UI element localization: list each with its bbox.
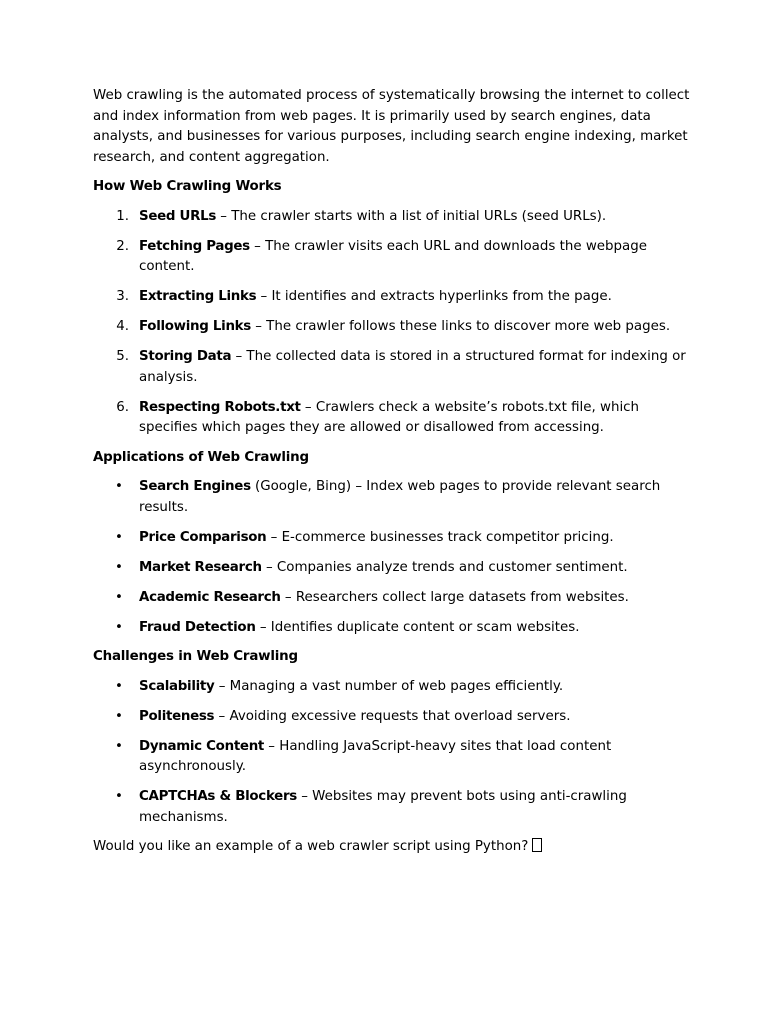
- item-term: Storing Data: [139, 349, 232, 364]
- list-item: [93, 677, 693, 698]
- applications-list: [93, 477, 693, 638]
- item-term: Following Links: [139, 319, 251, 334]
- item-term: Extracting Links: [139, 289, 257, 304]
- missing-glyph-box-icon: [532, 838, 542, 852]
- bullet-icon: •: [115, 559, 123, 575]
- challenges-list: [93, 677, 693, 829]
- item-desc: – The crawler follows these links to discover more web pages.: [250, 319, 671, 334]
- list-number: 6.: [116, 399, 129, 415]
- item-term: Scalability: [139, 678, 215, 694]
- bullet-icon: •: [115, 789, 123, 804]
- bullet-icon: •: [115, 619, 123, 635]
- list-item: [93, 317, 693, 338]
- item-term: Academic Research: [139, 589, 281, 605]
- bullet-icon: •: [115, 479, 123, 494]
- list-item: [93, 398, 693, 439]
- closing-text: Would you like an example of a web crawler script using Python?: [93, 839, 529, 854]
- item-term: Price Comparison: [139, 529, 267, 545]
- item-term: Seed URLs: [139, 208, 217, 224]
- item-term: Politeness: [139, 708, 215, 724]
- list-number: 5.: [116, 349, 129, 364]
- intro-paragraph: Web crawling is the automated process of systematically browsing the internet to collect and index information from web pages. It is primarily used by search engines, data analysts, and businesses for various purposes, including search engine indexing, market research, and content aggregation.: [93, 88, 690, 165]
- list-number: 1.: [116, 208, 129, 224]
- item-term: Fetching Pages: [139, 238, 250, 254]
- item-desc: – Identifies duplicate content or scam websites.: [255, 619, 580, 635]
- item-term: Fraud Detection: [139, 619, 256, 635]
- list-number: 4.: [116, 319, 129, 334]
- item-desc: – Handling JavaScript-heavy sites that load content asynchronously.: [139, 738, 612, 774]
- list-item: [93, 237, 693, 278]
- item-desc: – The collected data is stored in a structured format for indexing or analysis.: [139, 349, 686, 385]
- list-item: [93, 287, 693, 308]
- item-desc: – Websites may prevent bots using anti-crawling mechanisms.: [139, 789, 627, 825]
- bullet-icon: •: [115, 678, 123, 694]
- item-desc: – It identifies and extracts hyperlinks from the page.: [256, 289, 612, 304]
- item-desc: – Crawlers check a website’s robots.txt file, which specifies which pages they are allowed or disallowed from accessing.: [139, 399, 640, 435]
- item-desc: – Managing a vast number of web pages efficiently.: [214, 678, 564, 694]
- heading-how: How Web Crawling Works: [93, 179, 282, 194]
- how-list: [93, 207, 693, 439]
- item-desc: – Avoiding excessive requests that overload servers.: [214, 708, 571, 724]
- item-desc: – Companies analyze trends and customer sentiment.: [261, 559, 628, 575]
- bullet-icon: •: [115, 738, 123, 754]
- heading-applications: Applications of Web Crawling: [93, 449, 309, 465]
- bullet-icon: •: [115, 589, 123, 605]
- closing-question: [93, 837, 693, 858]
- document-body: [93, 86, 693, 858]
- list-item: [93, 737, 693, 778]
- list-item: [93, 347, 693, 388]
- item-desc: – The crawler starts with a list of initial URLs (seed URLs).: [216, 208, 607, 224]
- heading-challenges: Challenges in Web Crawling: [93, 649, 298, 664]
- list-item: [93, 588, 693, 609]
- list-item: [93, 618, 693, 639]
- item-desc: – The crawler visits each URL and downloads the webpage content.: [139, 238, 647, 274]
- list-item: [93, 707, 693, 728]
- list-item: [93, 207, 693, 228]
- list-item: [93, 477, 693, 518]
- bullet-icon: •: [115, 529, 123, 545]
- list-number: 2.: [116, 238, 129, 254]
- list-item: [93, 528, 693, 549]
- item-term: Respecting Robots.txt: [139, 399, 301, 415]
- list-item: [93, 558, 693, 579]
- item-desc: (Google, Bing) – Index web pages to provide relevant search results.: [139, 479, 661, 515]
- item-term: Search Engines: [139, 479, 251, 494]
- item-term: Market Research: [139, 559, 262, 575]
- list-number: 3.: [116, 289, 129, 304]
- item-desc: – Researchers collect large datasets from websites.: [280, 589, 629, 605]
- item-desc: – E-commerce businesses track competitor pricing.: [266, 529, 614, 545]
- bullet-icon: •: [115, 708, 123, 724]
- list-item: [93, 787, 693, 828]
- item-term: Dynamic Content: [139, 738, 265, 754]
- item-term: CAPTCHAs & Blockers: [139, 789, 297, 804]
